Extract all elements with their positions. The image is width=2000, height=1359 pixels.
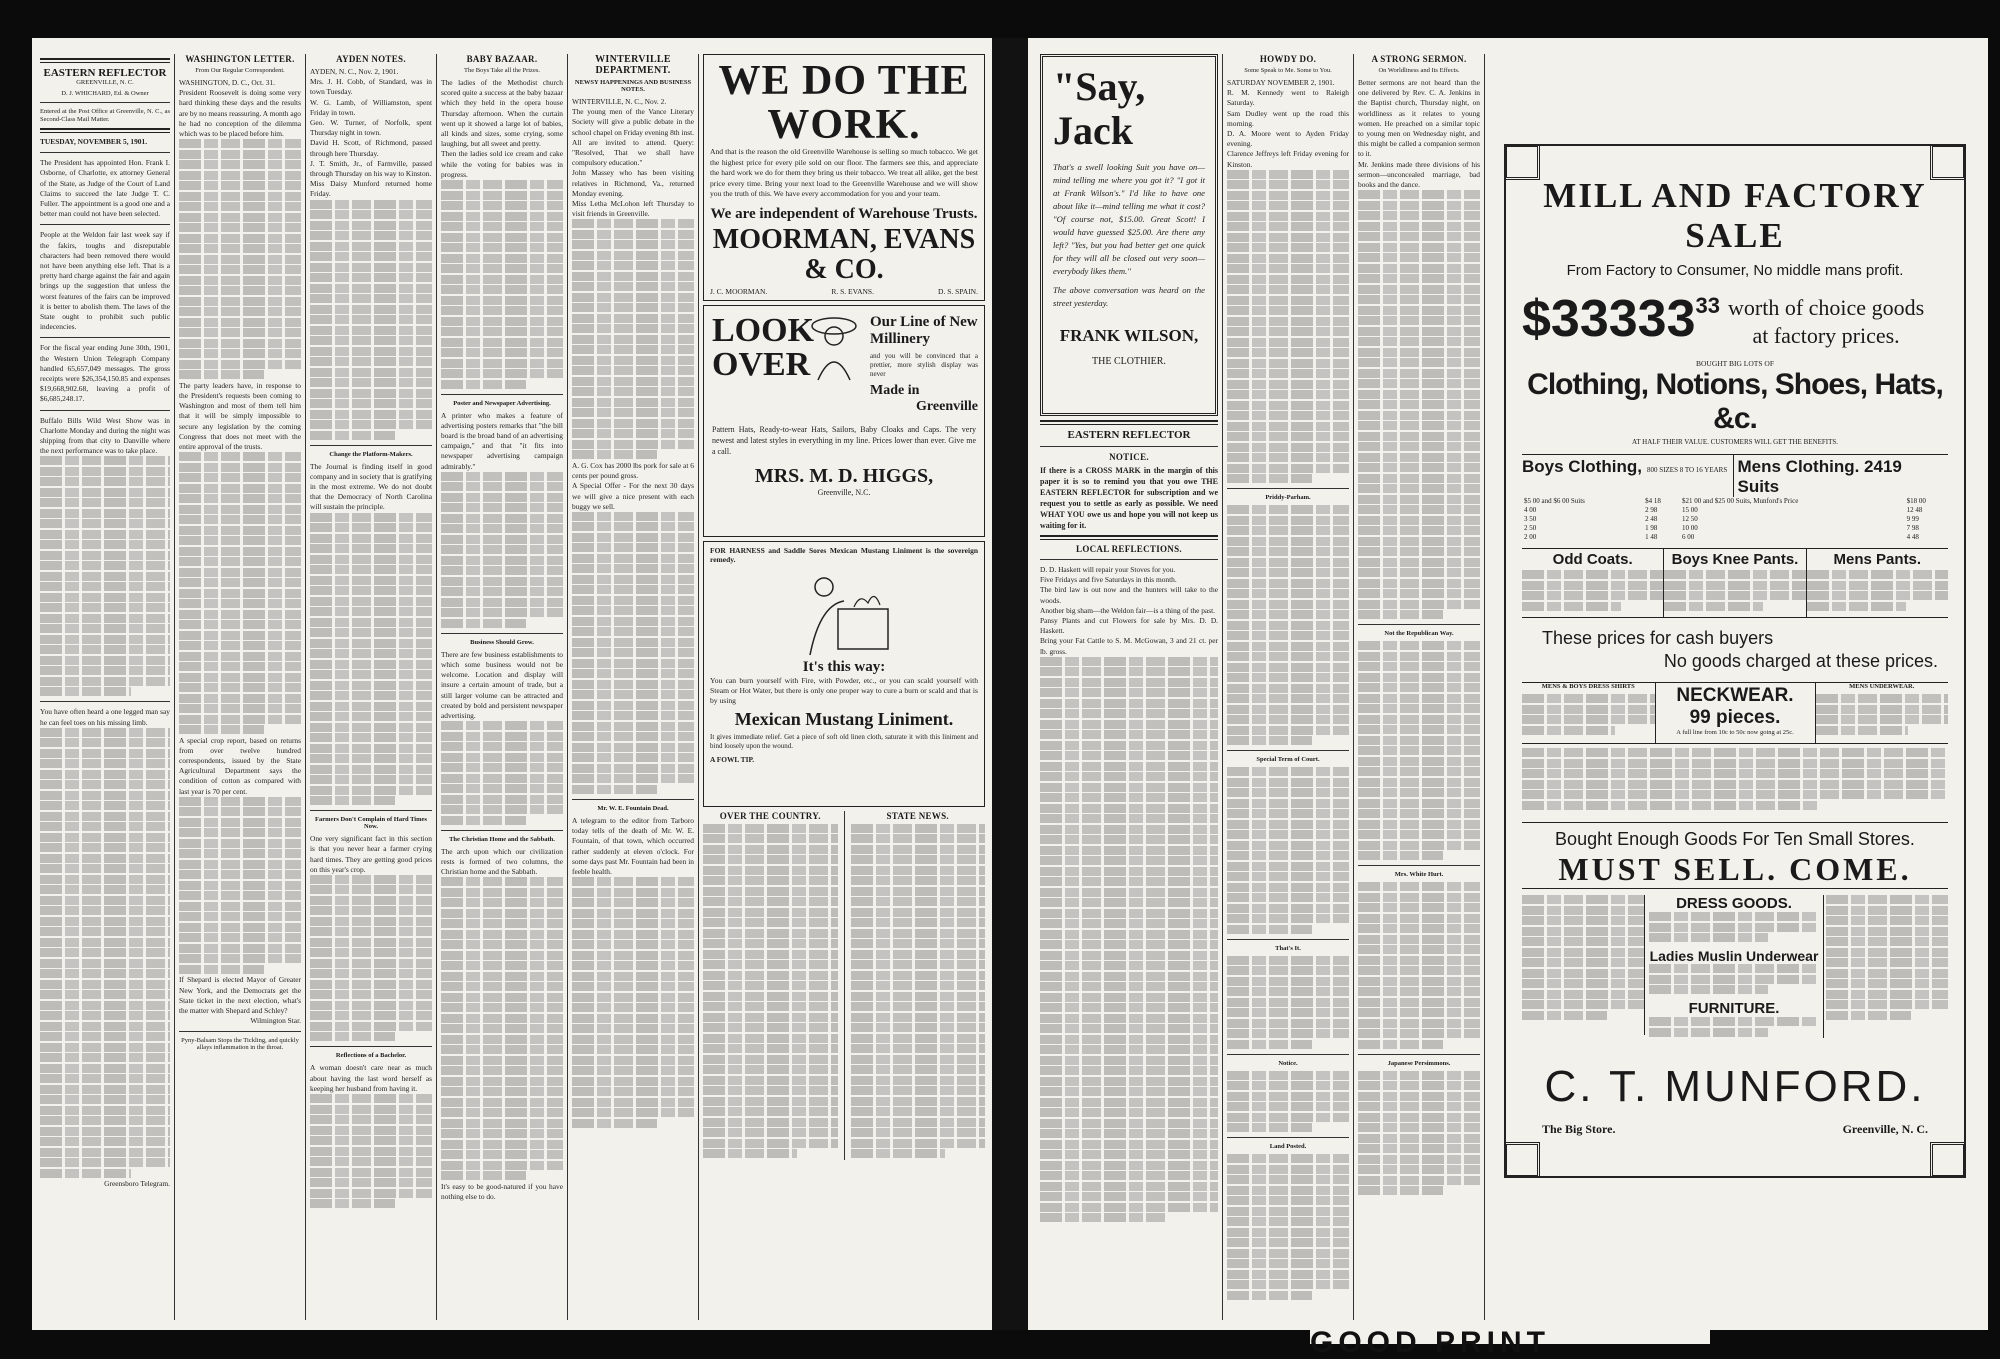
- price-cell: 15 00: [1681, 506, 1698, 514]
- choice-goods: worth of choice goods: [1728, 295, 1925, 320]
- frank-wilson-title: THE CLOTHIER.: [1092, 356, 1166, 367]
- winterville-dateline: WINTERVILLE, N. C., Nov. 2.: [572, 97, 667, 106]
- priddy-parham-heading: Priddy-Parham.: [1265, 494, 1311, 502]
- book-gutter: [992, 38, 1028, 1330]
- cross-mark-notice: If there is a CROSS MARK in the margin of this paper it is so to remind you that you owe THE EASTERN REFLECTOR for subscription and we request you to settle as early as possible. We need WHAT YOU owe us and hope you will not keep us waiting for it.: [1040, 466, 1220, 530]
- mens-pants-block: [1807, 549, 1948, 617]
- millinery-body: [712, 424, 976, 501]
- ayden-dateline: AYDEN, N. C., Nov. 2, 1901.: [310, 67, 399, 76]
- furniture-heading: FURNITURE.: [1688, 1000, 1780, 1017]
- christian-home-heading: The Christian Home and the Sabbath.: [449, 835, 555, 843]
- price-row: [1522, 515, 1948, 524]
- moorman-evans-firm: MOORMAN, EVANS & CO.: [712, 223, 976, 285]
- munford-ad: [1504, 144, 1966, 1178]
- winterville-sub: NEWSY HAPPENINGS AND BUSINESS NOTES.: [574, 79, 692, 93]
- boys-knee-pants-block: [1664, 549, 1806, 617]
- must-sell-come: MUST SELL. COME.: [1522, 850, 1948, 889]
- howdy-do-sub: Some Speak to Me. Some to You.: [1244, 67, 1332, 74]
- howdy-item: R. M. Kennedy went to Raleigh Saturday.: [1227, 88, 1351, 108]
- sermon-p2: Mr. Jenkins made three divisions of his sermon—unconcealed marriage, bad books and the dance.: [1358, 159, 1482, 190]
- price-cell: $4 18: [1645, 497, 1661, 505]
- republican-way-heading: Not the Republican Way.: [1384, 630, 1454, 638]
- clothing-price-section: [1522, 454, 1948, 497]
- column-rule: [305, 54, 306, 1320]
- price-cell: 4 00: [1524, 506, 1537, 514]
- mens-clothing-heading: Mens Clothing. 2419 Suits: [1737, 457, 1902, 496]
- munford-footer: [1542, 1122, 1928, 1137]
- winterville-heading: WINTERVILLE DEPARTMENT.: [595, 54, 671, 76]
- editorial-5: You have often heard a one legged man say he can feel toes on his missing limb.: [40, 707, 172, 727]
- platform-makers-heading: Change the Platform-Makers.: [329, 450, 413, 458]
- price-row: [1522, 497, 1948, 506]
- say-jack-dialogue: That's a swell looking Suit you have on—mind telling me where you got it? "I got it at Frank Wilson's." I'd like to have one about like it—mind telling me what it cost? "Of course not, $15.00. Great Scott! I would have guessed $25.00. Are there any left? "Yes, but you had better get one quick for they will all be closed out very soon—everybody likes them.": [1053, 162, 1208, 276]
- washington-p4: If Shepard is elected Mayor of Greater New York, and the Democrats get the State ticket in the next election, what's the matter with Shepard and Schley?: [179, 975, 303, 1015]
- washington-source: Wilmington Star.: [250, 1016, 301, 1026]
- right-col-3: [1358, 54, 1480, 1320]
- thats-it-heading: That's It.: [1275, 944, 1301, 952]
- bachelor-heading: Reflections of a Bachelor.: [335, 1052, 407, 1060]
- dress-shirts-block: [1522, 683, 1656, 743]
- neckwear-section: [1522, 682, 1948, 744]
- liniment-text: It gives immediate relief. Get a piece of soft old linen cloth, saturate it with this liniment and bind loosely upon the wound.: [710, 732, 980, 750]
- masthead-entered: Entered at the Post Office at Greenville, N. C., as Second-Class Mail Matter.: [40, 108, 172, 123]
- neckwear-block: [1656, 683, 1816, 743]
- price-cell: 3 50: [1524, 515, 1537, 523]
- odd-coats-block: [1522, 549, 1664, 617]
- washington-p1: President Roosevelt is doing some very hard thinking these days and the results are by no means reassuring. A month ago he had no conception of the dilemma which was to be placed before him.: [179, 88, 303, 139]
- editorial-2: People at the Weldon fair last week say if the fakirs, toughs and disreputable characters had been removed there would not have been anything else left. That is a pretty hard charge against the fair and again brings up the suggestion that unless the worst features of the fairs can be improved it is better to abolish them. The laws of the State ought to prohibit such public indecencies.: [40, 230, 172, 332]
- boys-knee-pants-heading: Boys Knee Pants.: [1671, 551, 1799, 568]
- washington-dateline: WASHINGTON, D. C., Oct. 31.: [179, 78, 275, 87]
- look-word: LOOK: [712, 311, 815, 349]
- ornament-corner: [1930, 1142, 1966, 1178]
- business-grow-p: There are few business establishments to which some business would not be welcome. Location and display will insure a certain amount of trade, but a still larger volume can be attracted and created by bold and persistent newspaper advertising.: [441, 649, 565, 720]
- bought-enough: Bought Enough Goods For Ten Small Stores.: [1555, 829, 1915, 849]
- embroideries-column: [1824, 895, 1948, 1038]
- winterville-p5: A Special Offer - For the next 30 days we will give a nice present with each buggy we sell.: [572, 481, 696, 511]
- neckwear-heading: NECKWEAR.: [1676, 685, 1794, 706]
- left-page: [32, 38, 992, 1330]
- price-cell: 12 50: [1681, 515, 1698, 523]
- howdy-item: Clarence Jeffreys left Friday evening for Kinston.: [1227, 149, 1351, 169]
- editorial-3: For the fiscal year ending June 30th, 1901, the Western Union Telegraph Company handled 65,657,049 messages. The gross receipts were $26,354,150.85 and expenses $19,668,902.68, leaving a profit of $6,685,248.17.: [40, 343, 172, 404]
- masthead-place: GREENVILLE, N. C.: [76, 79, 134, 86]
- local-item: Pansy Plants and cut Flowers for sale by Mrs. D. D. Haskett.: [1040, 616, 1220, 636]
- price-cell: 12 48: [1906, 506, 1923, 514]
- fountain-dead-heading: Mr. W. E. Fountain Dead.: [597, 804, 669, 812]
- price-cell: 1 48: [1645, 533, 1658, 541]
- ladies-underwear-heading: Ladies Muslin Underwear: [1649, 948, 1819, 964]
- column-rule: [567, 54, 568, 1320]
- washington-p2: The party leaders have, in response to the President's requests been coming to Washington and most of them tell him that it will be simply impossible to secure any legislation by the coming Congress that does not meet with the entire approval of the trusts.: [179, 380, 303, 451]
- left-col-1: [40, 54, 170, 1320]
- baby-bazaar-sub: The Boys Take all the Prizes.: [464, 67, 540, 74]
- amount-row: [1522, 290, 1948, 349]
- munford-ad-body: [1506, 146, 1964, 1137]
- local-item: Another big sham—the Weldon fair—is a thing of the past.: [1040, 605, 1215, 615]
- dress-shirts-heading: MENS & BOYS DRESS SHIRTS: [1541, 683, 1635, 690]
- poster-advertising-heading: Poster and Newspaper Advertising.: [453, 399, 551, 407]
- special-term-heading: Special Term of Court.: [1256, 756, 1320, 764]
- price-cell: 10 00: [1681, 524, 1698, 532]
- millinery-text: and you will be convinced that a prettier, more stylish display was never: [870, 351, 980, 378]
- big-store: The Big Store.: [1542, 1122, 1616, 1136]
- column-rule: [698, 54, 699, 1320]
- winterville-p1: The young men of the Vance Literary Society will give a public debate in the school chapel on Friday evening 8th inst. All are invited to attend. Query: "Resolved, That we shall have compulsory education.": [572, 107, 696, 168]
- masthead-date: TUESDAY, NOVEMBER 5, 1901.: [40, 137, 148, 146]
- partner-name: J. C. MOORMAN.: [710, 286, 768, 296]
- strong-sermon-heading: A STRONG SERMON.: [1371, 54, 1467, 64]
- left-col-4: [441, 54, 563, 1320]
- price-cell: 6 00: [1681, 533, 1695, 541]
- mrs-higgs-place: Greenville, N.C.: [817, 487, 871, 497]
- price-row: [1522, 533, 1948, 542]
- land-posted-heading: Land Posted.: [1269, 1143, 1307, 1151]
- fowl-tip: A FOWL TIP.: [710, 754, 755, 764]
- half-value-line: AT HALF THEIR VALUE. CUSTOMERS WILL GET THE BENEFITS.: [1632, 438, 1838, 446]
- clothing-notions-headline: Clothing, Notions, Shoes, Hats, &c.: [1527, 368, 1943, 435]
- platform-makers-p: The Journal is finding itself in good company and in society that is gratifying in the most extreme. We do not doubt that the Democracy of North Carolina will sustain the principle.: [310, 461, 434, 512]
- ornament-corner: [1504, 144, 1540, 180]
- column-rule: [174, 54, 175, 1320]
- millinery-items: Pattern Hats, Ready-to-wear Hats, Sailors, Baby Cloaks and Caps. The very newest and latest styles in everything in my line. Prices lower than ever. Give me a call.: [712, 424, 978, 456]
- column-rule: [436, 54, 437, 1320]
- over-the-country-column: [703, 811, 838, 1160]
- mens-underwear-block: [1816, 683, 1949, 743]
- price-cell: $21 00 and $25 00 Suits, Munford's Price: [1681, 497, 1799, 505]
- dress-goods-column: [1645, 895, 1824, 1038]
- column-rule: [1222, 54, 1223, 1320]
- over-word: OVER: [712, 345, 811, 383]
- price-cell: 7 98: [1906, 524, 1919, 532]
- editorial-1: The President has appointed Hon. Frank I. Osborne, of Charlotte, ex attorney General of the State, as Judge of the Court of Land Claims to succeed the late Judge T. C. Fuller. The appointment is a good one and a better man could not have been selected.: [40, 158, 172, 219]
- notice2-heading: Notice.: [1278, 1059, 1298, 1067]
- sale-amount: $33333: [1522, 290, 1696, 348]
- say-jack-title: "Say, Jack: [1053, 64, 1146, 153]
- partners-row: [710, 287, 978, 296]
- mrs-white-hurt-heading: Mrs. White Hurt.: [1394, 871, 1444, 879]
- warehouse-ad: [703, 54, 985, 301]
- winterville-p4: A. G. Cox has 2000 lbs pork for sale at 6 cents per pound gross.: [572, 460, 696, 481]
- sermon-p1: Better sermons are not heard than the one delivered by Rev. C. A. Jenkins in the Baptist church, Thursday night, on worldliness as it relates to young women. He preached on a similar topic to young men on Wednesday night, and this might be called a companion sermon to it.: [1358, 78, 1482, 159]
- dress-goods-heading: DRESS GOODS.: [1676, 895, 1792, 912]
- ayden-item: W. G. Lamb, of Williamston, spent Friday in town.: [310, 97, 434, 117]
- mrs-higgs: MRS. M. D. HIGGS,: [754, 464, 934, 487]
- right-col-1: [1040, 54, 1218, 1320]
- right-col-2: [1227, 54, 1349, 1320]
- sale-amount-cents: 33: [1695, 293, 1721, 318]
- farmers-heading: Farmers Don't Complain of Hard Times Now.: [315, 816, 427, 831]
- editorial-source: Greensboro Telegram.: [104, 1179, 170, 1189]
- factory-to-consumer: From Factory to Consumer, No middle mans profit.: [1566, 262, 1904, 279]
- left-col-3: [310, 54, 432, 1320]
- millinery-headline: [870, 314, 978, 415]
- price-cell: 9 99: [1906, 515, 1919, 523]
- look-over-lettering: [712, 311, 815, 383]
- odd-coats-heading: Odd Coats.: [1552, 551, 1633, 568]
- millinery-ad: [703, 305, 985, 537]
- its-this-way: It's this way:: [802, 658, 886, 675]
- neckwear-sub: A full line from 10c to 50c now going at 25c.: [1676, 729, 1794, 736]
- ayden-item: David H. Scott, of Richmond, passed through here Thursday.: [310, 138, 434, 158]
- local-reflections-heading: LOCAL REFLECTIONS.: [1076, 544, 1182, 554]
- fountain-dead-p: A telegram to the editor from Tarboro today tells of the death of Mr. W. E. Fountain, of that town, which occurred rather suddenly at eleven o'clock. For some days past Mr. Fountain had been in feeble health.: [572, 815, 696, 876]
- local-item: D. D. Haskett will repair your Stoves for you.: [1040, 565, 1176, 574]
- state-news-column: [851, 811, 986, 1160]
- howdy-item: Sam Dudley went up the road this morning.: [1227, 108, 1351, 128]
- strong-sermon-sub: On Worldliness and Its Effects.: [1378, 67, 1460, 74]
- next-page-headline: GOOD PRINT: [1310, 1326, 1551, 1359]
- price-row: [1522, 524, 1948, 533]
- partner-name: R. S. EVANS.: [831, 286, 874, 296]
- munford-name: C. T. MUNFORD.: [1544, 1062, 1926, 1111]
- price-cell: $5 00 and $6 00 Suits: [1524, 497, 1585, 505]
- clocks-column: [1522, 895, 1645, 1035]
- millinery-greenville: Greenville: [916, 398, 978, 414]
- local-item: The bird law is out now and the hunters will take to the woods.: [1040, 585, 1220, 605]
- washington-p3: A special crop report, based on returns from over twelve hundred correspondents, issued by the State Agricultural Department says the condition of cotton as compared with last year is 70 per cent.: [179, 735, 303, 796]
- pyny-balsam-ad: Pyny-Balsam Stops the Tickling, and quickly allays inflammation in the throat.: [181, 1037, 299, 1052]
- price-cell: 2 50: [1524, 524, 1537, 532]
- japanese-persimmons-heading: Japanese Persimmons.: [1387, 1059, 1451, 1067]
- conversation-overheard: The above conversation was heard on the street yesterday.: [1053, 285, 1208, 308]
- next-page-strip: [1310, 1326, 1710, 1359]
- munford-place: Greenville, N. C.: [1842, 1122, 1928, 1136]
- millinery-made-in: Made in: [870, 382, 920, 398]
- factory-prices: at factory prices.: [1752, 323, 1900, 348]
- munford-ad-panel: [1490, 54, 1980, 1316]
- washington-letter-sub: From Our Regular Correspondent.: [195, 67, 285, 74]
- sundries-grid: [1522, 744, 1948, 823]
- no-goods-charged: No goods charged at these prices.: [1663, 651, 1938, 671]
- price-cell: 2 00: [1524, 533, 1537, 541]
- frank-wilson-ad: [1040, 54, 1218, 416]
- notice-heading: NOTICE.: [1109, 452, 1149, 462]
- ayden-notes-heading: AYDEN NOTES.: [336, 54, 406, 64]
- poster-advertising-p: A printer who makes a feature of advertising posters remarks that "the bill board is the broad band of an advertising campaign," and that "it fits into newspaper advertising campaign admirably.": [441, 410, 565, 471]
- column-rule: [844, 811, 845, 1160]
- mill-factory-sale: MILL AND FACTORY SALE: [1543, 176, 1927, 255]
- masthead-editor: D. J. WHICHARD, Ed. & Owner: [61, 90, 149, 97]
- farmers-p: One very significant fact in this section is that you never hear a farmer crying hard times. They are getting good prices on this year's crop.: [310, 834, 434, 874]
- reflector-masthead: EASTERN REFLECTOR: [1067, 429, 1191, 441]
- editorial-4: Buffalo Bills Wild West Show was in Charlotte Monday and during the night was shipping from that city to Danville where the next performance was to take place.: [40, 415, 172, 456]
- ayden-item: Geo. W. Turner, of Norfolk, spent Thursday night in town.: [310, 118, 434, 138]
- cash-buyers-line: These prices for cash buyers: [1542, 628, 1774, 648]
- mens-underwear-heading: MENS UNDERWEAR.: [1849, 683, 1915, 690]
- boys-sizes: 800 SIZES 8 TO 16 YEARS: [1647, 466, 1728, 474]
- mustang-liniment-ad: [703, 541, 985, 807]
- bought-big-lots: BOUGHT BIG LOTS OF: [1696, 359, 1774, 368]
- business-grow-heading: Business Should Grow.: [470, 638, 534, 646]
- lower-section: [1522, 895, 1948, 1038]
- price-cell: 4 48: [1906, 533, 1919, 541]
- warehouse-ad-text: And that is the reason the old Greenville Warehouse is selling so much tobacco. We get the highest price for every pile sold on our floor. The farmers see this, and appreciate the hard work we do for them they bring us their tobacco. We treat all alike, get the best price every time. Bring your next load to the Greenville Warehouse and we will show you the truth of this. We have every accommodation for you and your team.: [710, 147, 980, 198]
- left-col-2: [179, 54, 301, 1320]
- price-cell: 1 98: [1645, 524, 1658, 532]
- left-col-ads: [703, 54, 985, 1320]
- howdy-item: D. A. Moore went to Ayden Friday evening.: [1227, 129, 1351, 149]
- mexican-mustang-liniment: Mexican Mustang Liniment.: [734, 708, 954, 729]
- frank-wilson-name: FRANK WILSON,: [1059, 326, 1199, 345]
- price-cell: $18 00: [1906, 497, 1926, 505]
- news-columns-row: [703, 811, 985, 1160]
- woman-at-stove-illustration: [784, 569, 904, 655]
- ornament-corner: [1930, 144, 1966, 180]
- bachelor-p: A woman doesn't care near as much about having the last word herself as keeping her husband from having it.: [310, 1063, 434, 1093]
- mens-clothing-block: [1734, 455, 1949, 497]
- ayden-item: J. T. Smith, Jr., of Farmville, passed through Thursday on his way to Kinston.: [310, 158, 434, 179]
- state-news-heading: STATE NEWS.: [886, 810, 949, 821]
- column-rule: [1484, 54, 1485, 1320]
- burn-text: You can burn yourself with Fire, with Powder, etc., or you can scald yourself with Steam or Hot Water, but there is only one proper way to cure a burn or scald and that is by using: [710, 675, 980, 705]
- boys-clothing-block: [1522, 455, 1734, 497]
- left-col-5: [572, 54, 694, 1320]
- baby-bazaar-heading: BABY BAZAAR.: [466, 54, 538, 64]
- amount-text: [1728, 293, 1924, 349]
- clothing-price-table: [1522, 497, 1948, 542]
- pants-section: [1522, 548, 1948, 618]
- baby-bazaar-p2: Then the ladies sold ice cream and cake while the voting for babies was in progress.: [441, 149, 565, 179]
- mens-pants-heading: Mens Pants.: [1833, 551, 1922, 568]
- price-row: [1522, 506, 1948, 515]
- we-do-the-work-title: WE DO THE WORK.: [718, 58, 970, 148]
- howdy-do-heading: HOWDY DO.: [1259, 54, 1317, 64]
- christian-home-p: The arch upon which our civilization rests is formed of two columns, the Christian home and the Sabbath.: [441, 846, 565, 877]
- price-cell: 2 98: [1645, 506, 1658, 514]
- price-cell: 2 48: [1645, 515, 1658, 523]
- partner-name: D. S. SPAIN.: [938, 286, 978, 296]
- millinery-woman-illustration: [804, 310, 864, 380]
- washington-letter-heading: WASHINGTON LETTER.: [185, 54, 295, 64]
- millinery-line-head: Our Line of New Millinery: [870, 313, 978, 347]
- ayden-item: Mrs. J. H. Cobb, of Standard, was in town Tuesday.: [310, 77, 434, 97]
- independent-trusts: We are independent of Warehouse Trusts.: [710, 205, 978, 222]
- winterville-p3: Miss Letha McLohon left Thursday to visit friends in Greenville.: [572, 199, 696, 219]
- right-page: [1028, 38, 1988, 1330]
- over-the-country-heading: OVER THE COUNTRY.: [719, 810, 821, 821]
- local-item: Bring your Fat Cattle to S. M. McGowan, 3 and 21 ct. per lb. gross.: [1040, 636, 1220, 656]
- boys-clothing-heading: Boys Clothing,: [1522, 457, 1642, 476]
- column-rule: [1353, 54, 1354, 1320]
- neckwear-pieces: 99 pieces.: [1689, 707, 1781, 728]
- winterville-p2: John Massey who has been visiting relatives in Richmond, Va., returned Monday evening.: [572, 168, 696, 198]
- howdy-dateline: SATURDAY NOVEMBER 2, 1901.: [1227, 78, 1335, 87]
- masthead-title: EASTERN REFLECTOR: [43, 67, 167, 79]
- ornament-corner: [1504, 1142, 1540, 1178]
- ayden-item: Miss Daisy Munford returned home Friday.: [310, 179, 434, 199]
- harness-line: FOR HARNESS and Saddle Sores Mexican Mustang Liniment is the sovereign remedy.: [710, 545, 980, 564]
- local-item: Five Fridays and five Saturdays in this month.: [1040, 575, 1177, 585]
- baby-bazaar-p1: The ladies of the Methodist church scored quite a success at the baby bazaar which they held in the opera house Thursday afternoon. When the curtain went up it showed a large lot of babies, all kinds and sizes, some crying, some laughing, but all sweet and pretty.: [441, 78, 565, 149]
- good-natured-quip: It's easy to be good-natured if you have nothing else to do.: [441, 1181, 565, 1201]
